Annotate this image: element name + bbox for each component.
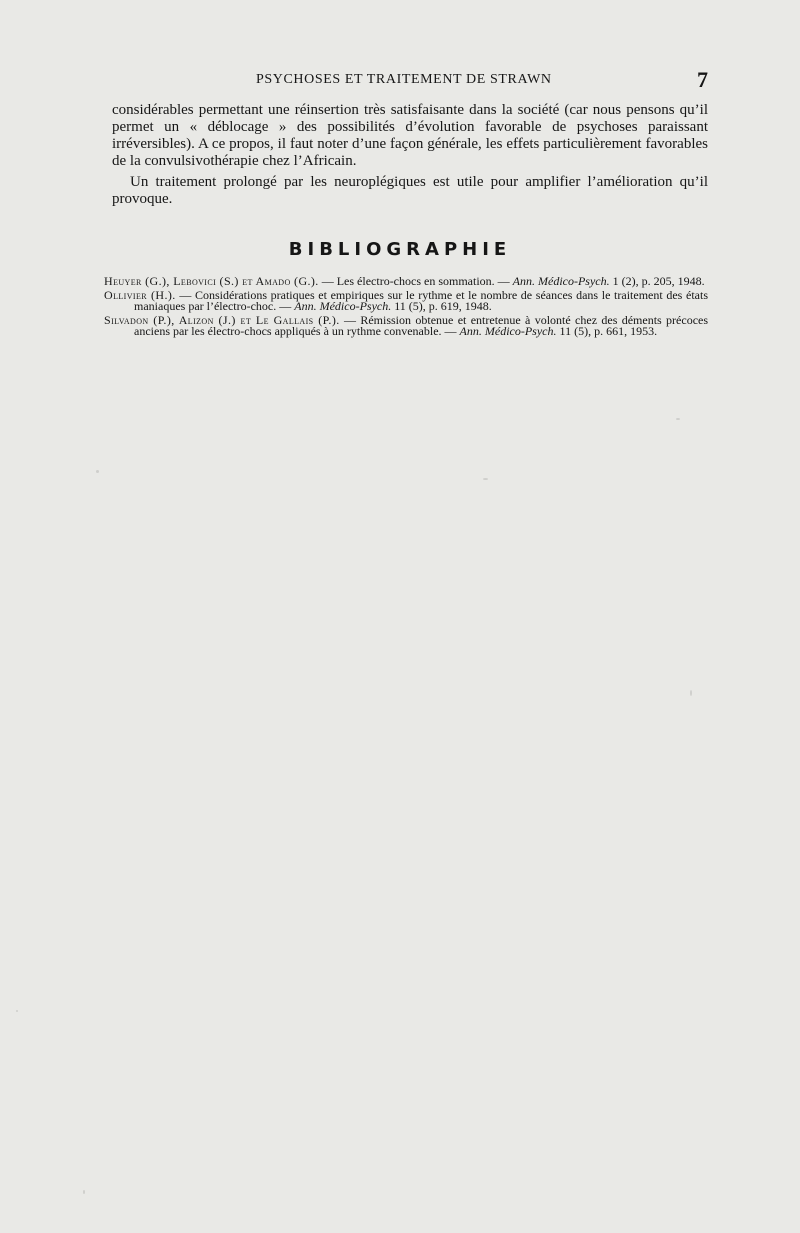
body-text [112,102,708,208]
running-head [108,67,708,97]
reference-separator: — [179,288,192,302]
bibliography-entry [104,290,708,312]
reference-title: Considérations pratiques et empiriques sur le rythme et le nombre de séances dans le traitement des états maniaques par l’électro-choc. [134,288,708,313]
reference-authors: Silvadon (P.), Alizon (J.) et Le Gallais (P.). [104,313,340,327]
paper-speck [676,418,680,420]
reference-details: 1 (2), p. 205, 1948. [612,274,705,288]
reference-separator: — [321,274,334,288]
reference-separator: — [279,299,292,313]
bibliography-entry [104,315,708,337]
reference-separator: — [444,324,457,338]
reference-title: Les électro-chocs en sommation. [336,274,495,288]
paper-speck [96,470,99,473]
reference-details: 11 (5), p. 661, 1953. [559,324,658,338]
reference-details: 11 (5), p. 619, 1948. [394,299,492,313]
bibliography-entry [104,276,708,287]
paper-speck [83,1190,85,1194]
reference-separator: — [497,274,510,288]
page-number: 7 [697,67,708,92]
paper-speck [483,478,488,480]
reference-authors: Ollivier (H.). [104,288,176,302]
paper-speck [690,690,692,696]
reference-journal: Ann. Médico-Psych. [512,274,610,288]
paragraph: considérables permettant une réinsertion très satisfaisante dans la société (car nous pensons qu’il permet un « déblocage » des possibilités d’évolution favorable de psychoses paraissant irréversibles). A ce propos, il faut noter d’une façon générale, les effets particulièrement favorables de la convulsivothérapie chez l’Africain. [112,102,708,169]
paragraph: Un traitement prolongé par les neuroplégiques est utile pour amplifier l’amélioration qu’il provoque. [112,174,708,207]
bibliography-heading: BIBLIOGRAPHIE [288,239,512,260]
reference-title: Rémission obtenue et entretenue à volonté chez des déments précoces anciens par les électro-chocs appliqués à un rythme convenable. [134,313,709,338]
reference-journal: Ann. Médico-Psych. [459,324,557,338]
bibliography-list [104,276,708,337]
reference-authors: Heuyer (G.), Lebovici (S.) et Amado (G.). [104,274,319,288]
reference-journal: Ann. Médico-Psych. [294,299,392,313]
reference-separator: — [343,313,356,327]
paper-speck [16,1010,18,1012]
running-title: PSYCHOSES ET TRAITEMENT DE STRAWN [256,72,552,87]
